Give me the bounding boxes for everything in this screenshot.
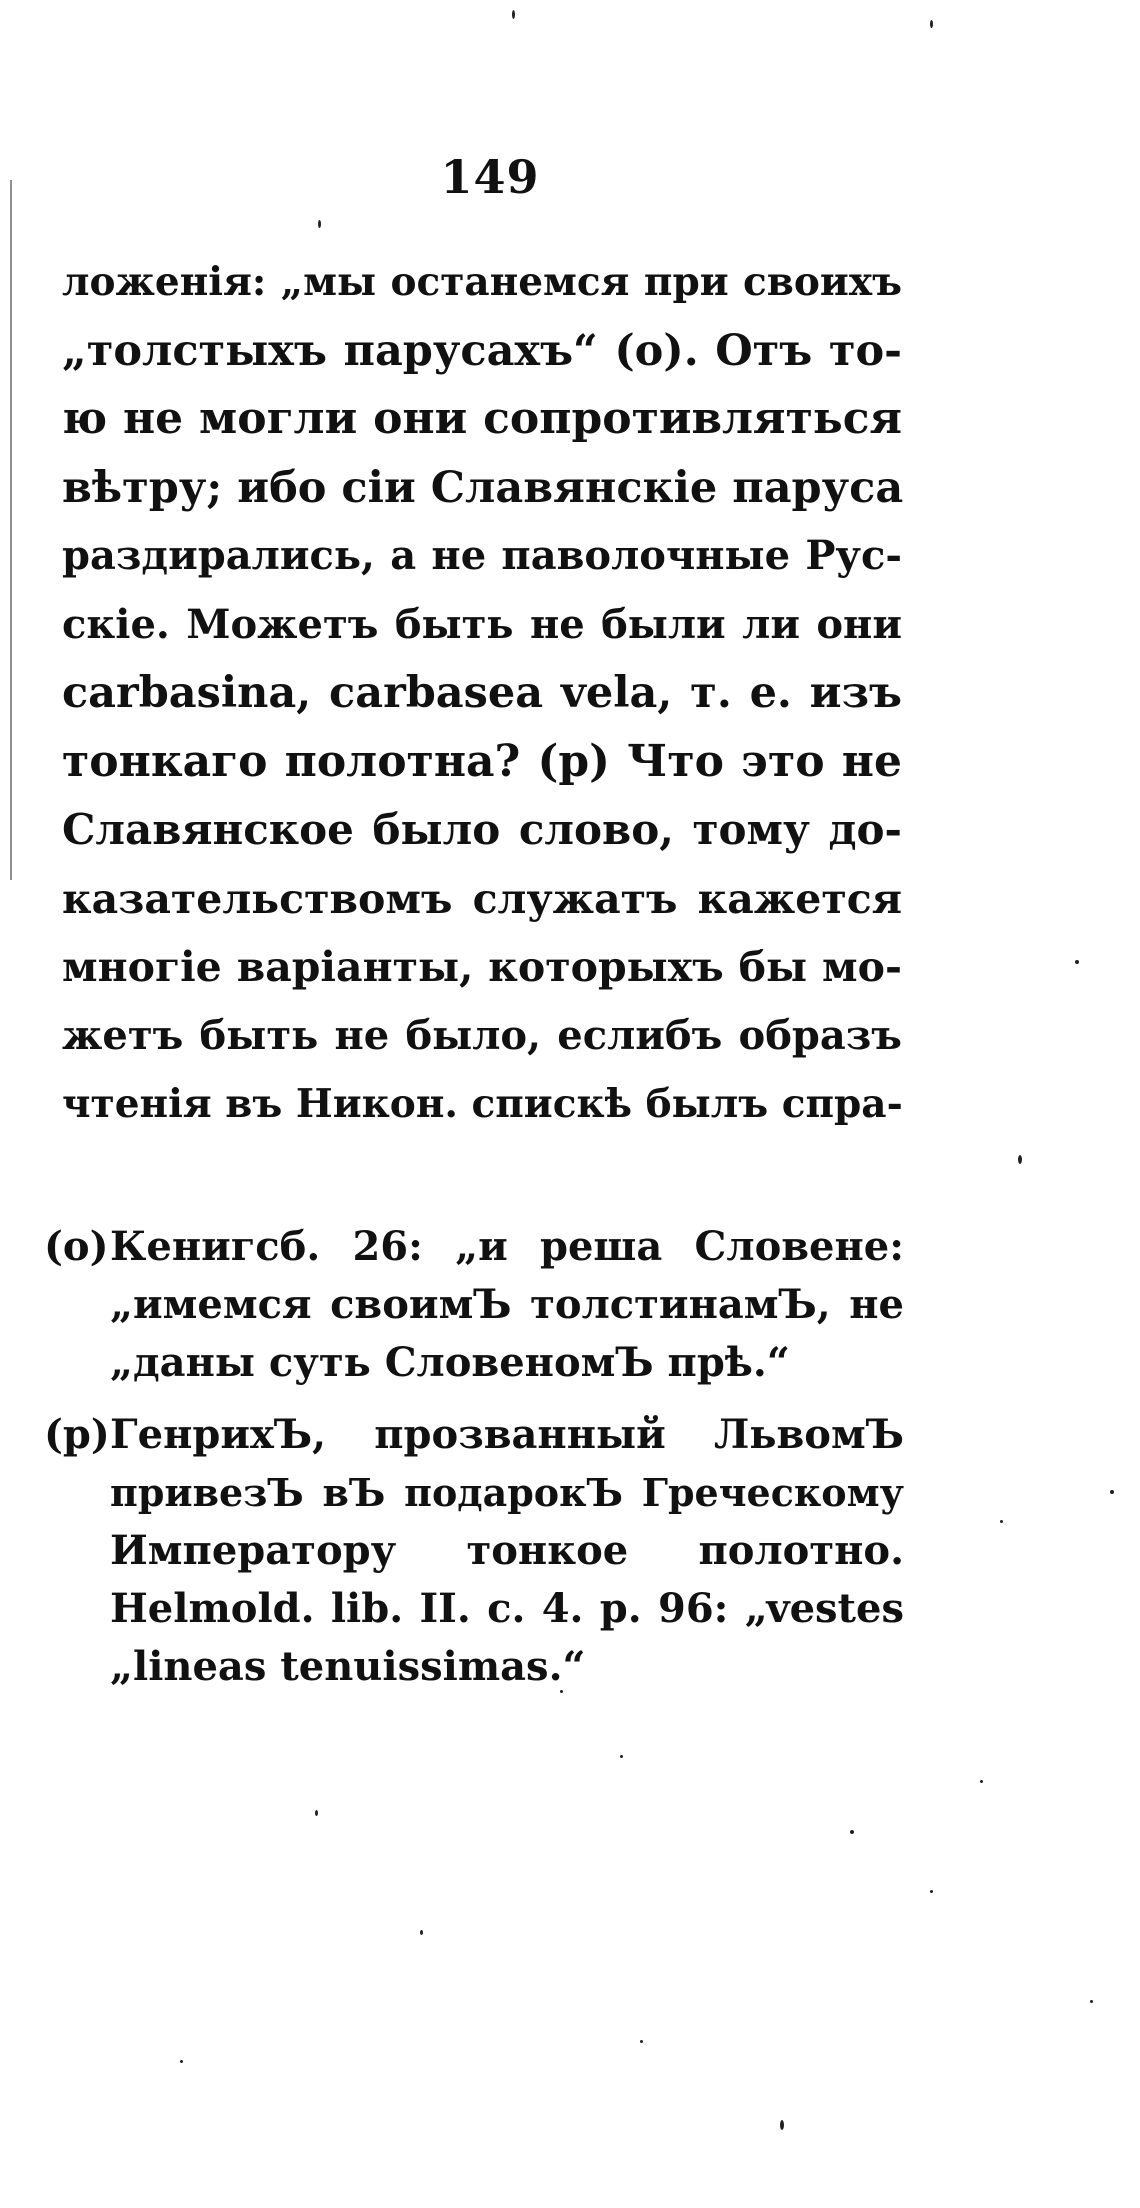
- print-speck: [315, 1810, 318, 1816]
- print-speck: [1000, 1520, 1003, 1523]
- print-speck: [930, 20, 933, 28]
- text-line: многіе варіанты, которыхъ бы мо-: [62, 943, 902, 991]
- page-number: 149: [440, 150, 540, 204]
- footnote-text: [110, 1218, 904, 1392]
- print-speck: [1110, 1490, 1114, 1494]
- text-line: жетъ быть не было, еслибъ образъ: [62, 1011, 902, 1059]
- footnote-line: „имемся своимЪ толстинамЪ, не: [110, 1281, 904, 1328]
- text-line: carbasina, carbasea vela, т. е. изъ: [62, 668, 902, 718]
- footnote-o: [44, 1218, 904, 1392]
- binding-edge-line: [10, 180, 12, 880]
- text-line: скіе. Можетъ быть не были ли они: [62, 600, 902, 648]
- text-line: казательствомъ служатъ кажется: [62, 874, 902, 923]
- text-line: ю не могли они сопротивляться: [62, 393, 902, 444]
- footnote-r: [44, 1406, 904, 1696]
- print-speck: [640, 2040, 643, 2043]
- footnote-line: Кенигсб. 26: „и реша Словене:: [110, 1223, 904, 1270]
- footnote-line: „lineas tenuissimas.“: [110, 1643, 586, 1690]
- text-line: Славянское было слово, тому до-: [62, 805, 902, 854]
- print-speck: [1018, 1155, 1022, 1164]
- print-speck: [512, 10, 515, 19]
- footnote-line: Helmold. lib. II. c. 4. p. 96: „vestes: [110, 1585, 904, 1632]
- print-speck: [850, 1830, 854, 1834]
- footnote-marker: (о): [44, 1223, 109, 1270]
- text-line: тонкаго полотна? (р) Что это не: [62, 735, 902, 787]
- text-line: ложенія: „мы останемся при своихъ: [62, 259, 902, 305]
- print-speck: [1075, 960, 1079, 964]
- footnotes-block: [44, 1218, 904, 1710]
- print-speck: [980, 1780, 983, 1783]
- text-line: „толстыхъ парусахъ“ (о). Отъ то-: [62, 325, 902, 376]
- footnote-line: „даны суть СловеномЪ прѣ.“: [110, 1339, 790, 1386]
- print-speck: [318, 220, 321, 228]
- footnote-line: привезЪ вЪ подарокЪ Греческому: [110, 1470, 904, 1515]
- main-text-block: [62, 248, 902, 1139]
- print-speck: [930, 1890, 933, 1893]
- footnote-line: ГенрихЪ, прозванный ЛьвомЪ: [110, 1411, 904, 1458]
- text-line: вѣтру; ибо сіи Славянскіе паруса: [62, 462, 904, 513]
- text-line: раздирались, а не паволочные Рус-: [62, 532, 902, 579]
- footnote-marker: (р): [44, 1411, 110, 1458]
- text-line: чтенія въ Никон. спискѣ былъ спра-: [62, 1081, 903, 1127]
- footnote-line: Императору тонкое полотно.: [110, 1527, 904, 1574]
- print-speck: [560, 1690, 563, 1693]
- footnote-text: [110, 1406, 904, 1696]
- print-speck: [180, 2060, 183, 2063]
- print-speck: [1090, 2000, 1093, 2003]
- print-speck: [420, 1930, 423, 1935]
- print-speck: [620, 1755, 623, 1758]
- print-speck: [780, 2120, 784, 2130]
